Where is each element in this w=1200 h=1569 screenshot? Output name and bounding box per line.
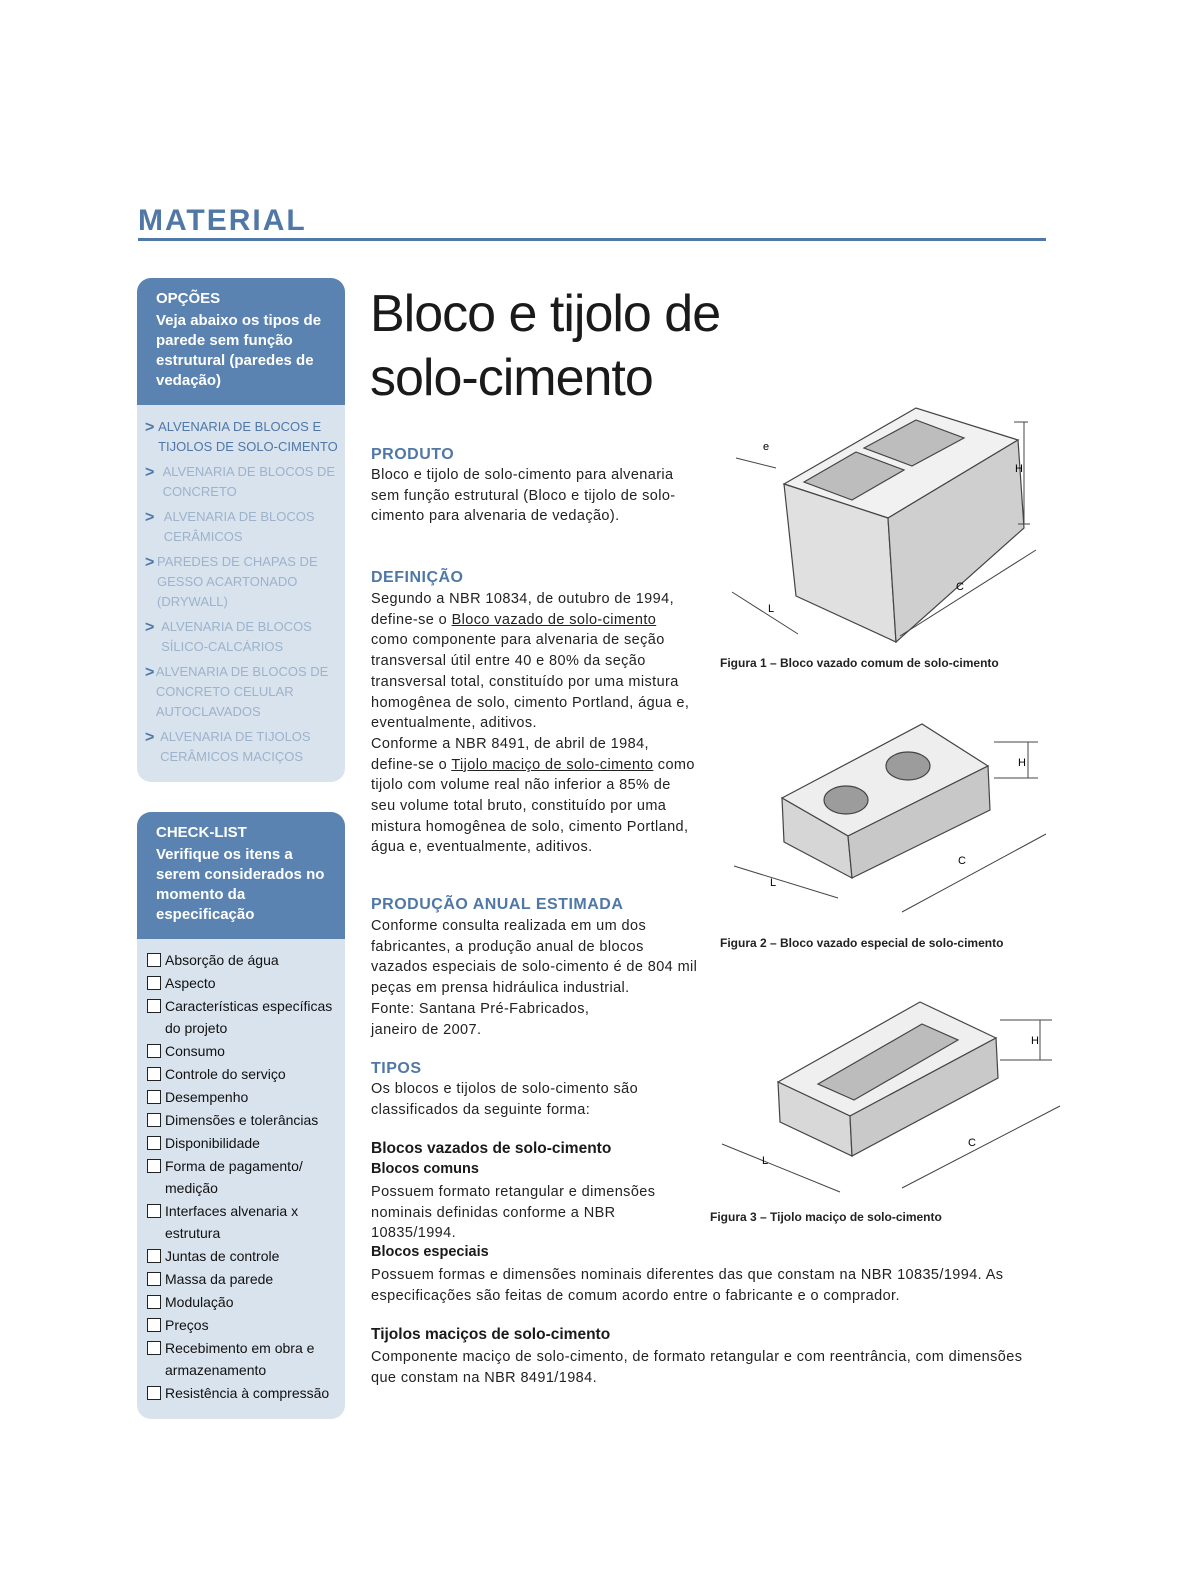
checkbox[interactable] [147,1341,161,1355]
checkbox[interactable] [147,1204,161,1218]
comuns-heading: Blocos comuns [371,1161,479,1177]
option-label: ALVENARIA DE BLOCOS SÍLICO-CALCÁRIOS [161,619,312,654]
option-item-solo-cimento[interactable] [145,417,339,457]
figure-2-diagram [718,716,1068,916]
section-title: MATERIAL [138,204,307,237]
fig1-label-h: H [1015,463,1023,475]
checkbox[interactable] [147,1090,161,1104]
option-label: ALVENARIA DE BLOCOS CERÂMICOS [163,509,315,544]
fig2-label-c: C [958,855,966,867]
fig1-label-l: L [768,603,775,615]
page-title-line-1: Bloco e tijolo de [370,285,721,343]
definicao-p2-end: como tijolo com volume real não inferior a 85% de seu volume total bruto, constituído por uma mistura homogênea de solo, cimento Portland, água e, eventualmente, aditivos. [371,756,695,856]
options-list [137,405,345,782]
checkbox[interactable] [147,1318,161,1332]
checklist [137,939,345,1419]
chevron-right-icon: > [145,464,155,481]
definicao-p1-start: Segundo a NBR 10834, de outubro de 1994, define-se o [371,591,675,628]
checklist-item-label: Modulação [165,1294,234,1310]
option-label: ALVENARIA DE BLOCOS DE CONCRETO [162,464,336,499]
producao-block [371,916,701,1040]
chevron-right-icon: > [145,509,155,526]
page-title [370,282,790,410]
especiais-text: Possuem formas e dimensões nominais diferentes das que constam na NBR 10835/1994. As especificações são feitas de comum acordo entre o fabricante e o comprador. [371,1267,1004,1304]
figure-3-caption: Figura 3 – Tijolo maciço de solo-cimento [710,1210,942,1224]
fig3-label-h: H [1031,1035,1039,1047]
checklist-item-label: Características específicas do projeto [165,998,333,1036]
block-recess-1 [824,786,868,814]
producao-date: janeiro de 2007. [371,1021,482,1038]
checklist-item[interactable] [147,1245,339,1267]
figure-2-caption: Figura 2 – Bloco vazado especial de solo-cimento [720,936,1004,950]
option-item-concreto-celular[interactable] [145,662,339,722]
checklist-item[interactable] [147,1200,339,1244]
figure-3-diagram [700,996,1070,1206]
checklist-item-label: Desempenho [165,1089,249,1105]
tipos-text: Os blocos e tijolos de solo-cimento são classificados da seguinte forma: [371,1081,639,1118]
checklist-item[interactable] [147,1132,339,1154]
checklist-item[interactable] [147,972,339,994]
checklist-item-label: Recebimento em obra e armazenamento [165,1340,315,1378]
chevron-right-icon: > [145,554,155,571]
figure-1-caption: Figura 1 – Bloco vazado comum de solo-cimento [720,656,999,670]
option-item-silico-calcarios[interactable] [145,617,339,657]
checkbox[interactable] [147,1113,161,1127]
options-header [137,278,345,405]
section-divider [138,238,1046,241]
checklist-item-label: Preços [165,1317,209,1333]
bloco-vazado-link[interactable]: Bloco vazado de solo-cimento [451,611,657,628]
checklist-item-label: Consumo [165,1043,225,1059]
checklist-item[interactable] [147,1268,339,1290]
checklist-item[interactable] [147,1337,339,1381]
fig1-label-e: e [763,441,770,453]
options-lead: Veja abaixo os tipos de parede sem função estrutural (paredes de vedação) [156,312,322,389]
producao-source: Fonte: Santana Pré-Fabricados, [371,1000,590,1017]
checklist-item[interactable] [147,1063,339,1085]
producao-heading: PRODUÇÃO ANUAL ESTIMADA [371,896,624,913]
option-label: PAREDES DE CHAPAS DE GESSO ACARTONADO (DRYWALL) [157,554,318,609]
checklist-item[interactable] [147,1086,339,1108]
checkbox[interactable] [147,1272,161,1286]
checklist-item-label: Dimensões e tolerâncias [165,1112,319,1128]
vazados-heading: Blocos vazados de solo-cimento [371,1140,612,1157]
especiais-heading: Blocos especiais [371,1244,489,1260]
checklist-item[interactable] [147,1314,339,1336]
page-title-line-2: solo-cimento [370,349,653,407]
checklist-item[interactable] [147,1155,339,1199]
checklist-item[interactable] [147,1040,339,1062]
checklist-kicker: CHECK-LIST [156,824,247,841]
sidebar [137,278,345,1419]
checkbox[interactable] [147,1159,161,1173]
checklist-item[interactable] [147,1382,339,1404]
producao-text: Conforme consulta realizada em um dos fabricantes, a produção anual de blocos vazados especiais de solo-cimento é de 804 mil peças em prensa hidráulica industrial. [371,918,698,997]
option-item-drywall[interactable] [145,552,339,612]
checklist-item[interactable] [147,949,339,971]
checklist-item-label: Absorção de água [165,952,279,968]
checkbox[interactable] [147,976,161,990]
chevron-right-icon: > [145,619,155,636]
checklist-item[interactable] [147,1291,339,1313]
checkbox[interactable] [147,1136,161,1150]
checklist-item-label: Forma de pagamento/ medição [165,1158,303,1196]
tipos-heading: TIPOS [371,1060,422,1077]
fig3-label-l: L [762,1155,769,1167]
definicao-p2-start: Conforme a NBR 8491, de abril de 1984, define-se o [371,735,649,773]
checklist-item-label: Juntas de controle [165,1248,280,1264]
fig3-label-c: C [968,1137,976,1149]
checklist-item-label: Disponibilidade [165,1135,260,1151]
fig2-label-h: H [1018,757,1026,769]
chevron-right-icon: > [145,664,155,681]
options-kicker: OPÇÕES [156,290,221,307]
checkbox[interactable] [147,1386,161,1400]
checklist-item-label: Aspecto [165,975,216,991]
checklist-item-label: Controle do serviço [165,1066,286,1082]
comuns-text: Possuem formato retangular e dimensões nominais definidas conforme a NBR 10835/1994. [371,1184,656,1242]
definicao-heading: DEFINIÇÃO [371,569,464,586]
fig1-label-c: C [956,581,964,593]
option-item-tijolos-ceramicos[interactable] [145,727,339,767]
checklist-item[interactable] [147,995,339,1039]
definicao-p1-end: como componente para alvenaria de seção transversal útil entre 40 e 80% da seção transversal total, constituído por uma mistura homogênea de solo, cimento Portland, água e, eventualmente, aditivos. [371,632,690,732]
macicos-heading: Tijolos maciços de solo-cimento [371,1326,611,1343]
checkbox[interactable] [147,999,161,1013]
block-recess-2 [886,752,930,780]
chevron-right-icon: > [145,419,155,436]
checkbox[interactable] [147,1044,161,1058]
tijolo-macico-link[interactable]: Tijolo maciço de solo-cimento [451,756,654,773]
option-label: ALVENARIA DE TIJOLOS CERÂMICOS MACIÇOS [160,729,311,764]
checkbox[interactable] [147,1249,161,1263]
produto-heading: PRODUTO [371,446,455,463]
checklist-item-label: Massa da parede [165,1271,274,1287]
figure-1-diagram [718,400,1068,650]
checklist-lead: Verifique os itens a serem considerados no momento da especificação [156,846,325,923]
checkbox[interactable] [147,1295,161,1309]
definicao-text [371,589,696,858]
chevron-right-icon: > [145,729,155,746]
checklist-item[interactable] [147,1109,339,1131]
option-label: ALVENARIA DE BLOCOS E TIJOLOS DE SOLO-CIMENTO [158,419,338,454]
checklist-header [137,812,345,939]
produto-text: Bloco e tijolo de solo-cimento para alvenaria sem função estrutural (Bloco e tijolo de solo-cimento para alvenaria de vedação). [371,467,676,525]
checkbox[interactable] [147,1067,161,1081]
checklist-item-label: Interfaces alvenaria x estrutura [165,1203,299,1241]
option-label: ALVENARIA DE BLOCOS DE CONCRETO CELULAR AUTOCLAVADOS [155,664,329,719]
option-item-ceramicos[interactable] [145,507,339,547]
checklist-item-label: Resistência à compressão [165,1385,330,1401]
option-item-concreto[interactable] [145,462,339,502]
fig2-label-l: L [770,877,777,889]
checkbox[interactable] [147,953,161,967]
macicos-text: Componente maciço de solo-cimento, de formato retangular e com reentrância, com dimensões que constam na NBR 8491/1984. [371,1349,1023,1386]
